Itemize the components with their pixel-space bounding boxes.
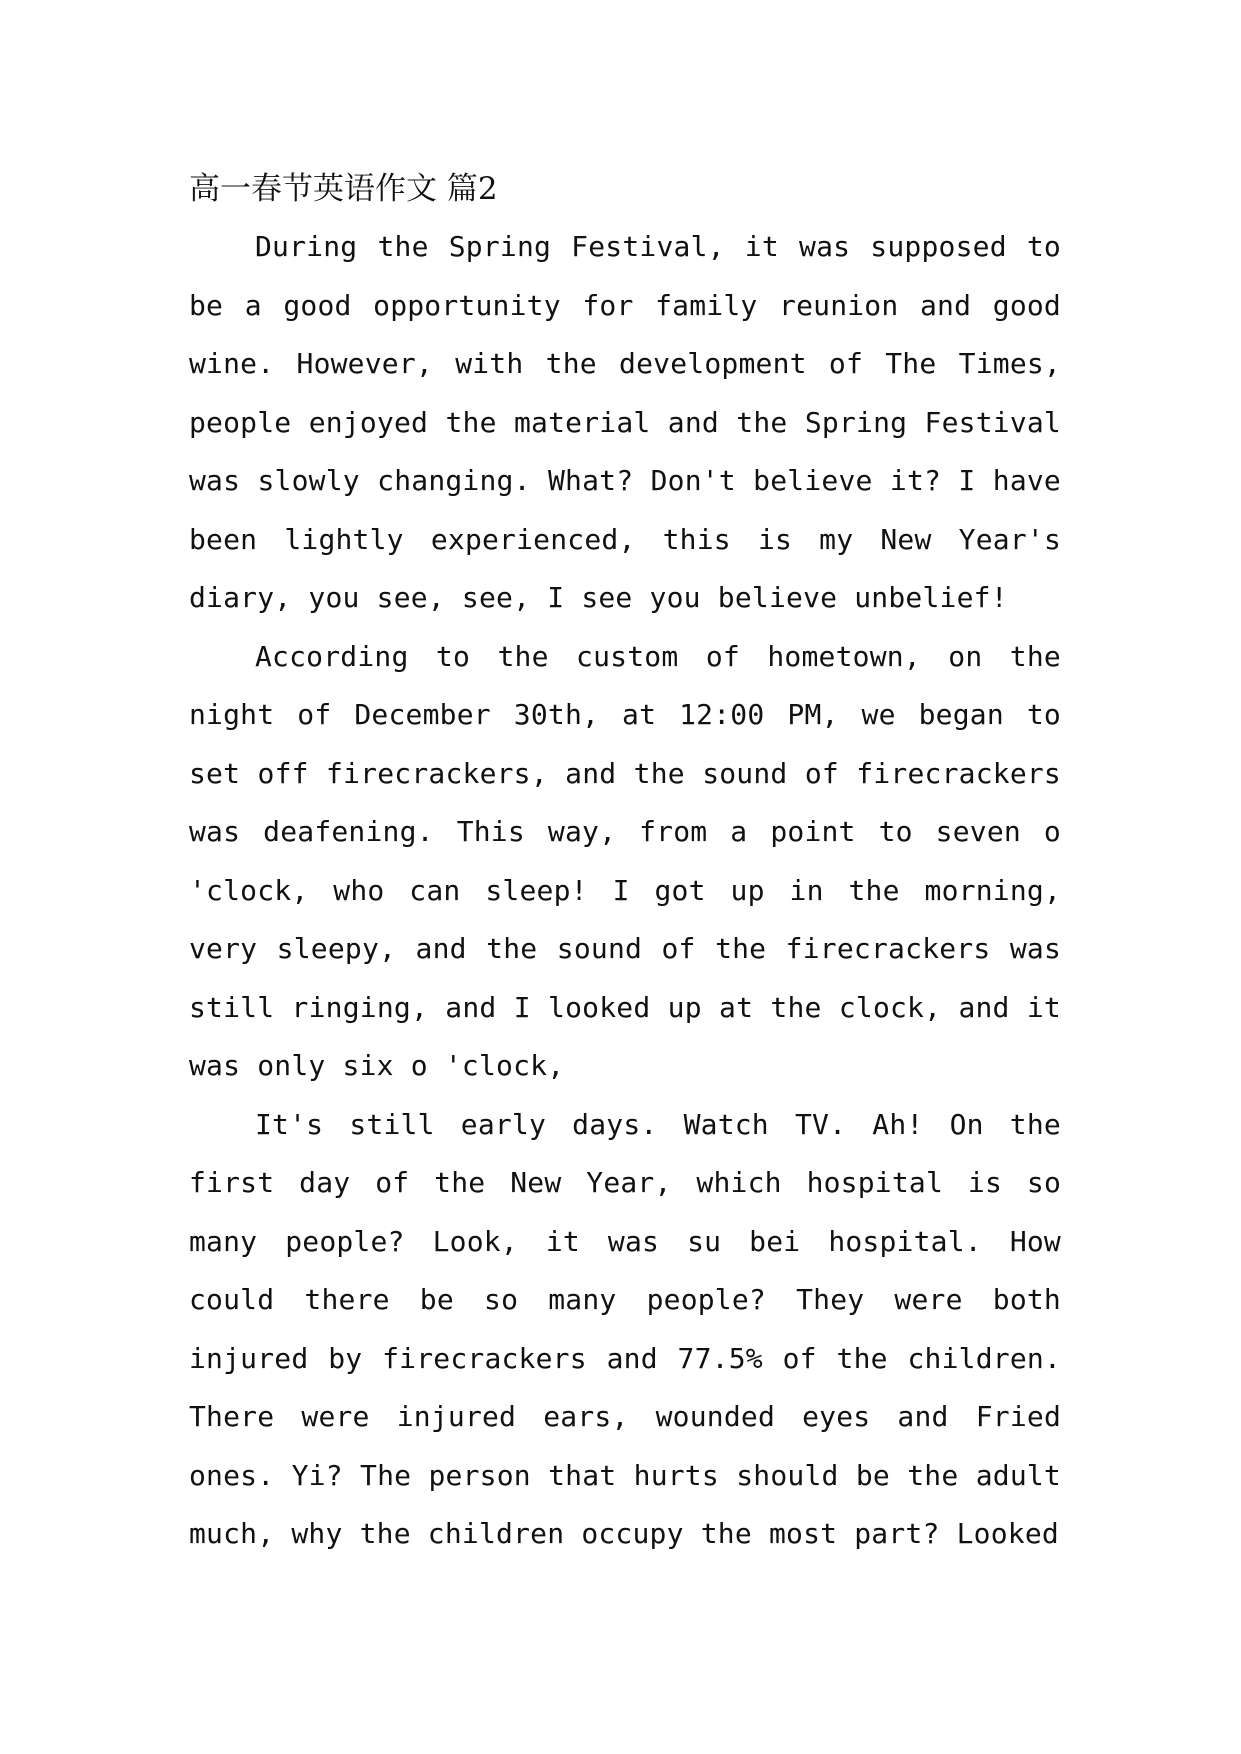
essay-paragraph-3: It's still early days. Watch TV. Ah! On the first day of the New Year, which hospital is so many people? Look, it was su bei hospital. How could there be so many people? They were both injured by firecrackers and 77.5% of the children. There were injured ears, wounded eyes and Fried ones. Yi? The person that hurts should be the adult much, why the children occupy the most part? Looked [189,1107,1061,1550]
document-body [189,160,1061,1564]
essay-heading: 高一春节英语作文 篇2 [189,171,498,207]
essay-paragraph-1: During the Spring Festival, it was supposed to be a good opportunity for family reunion and good wine. However, with the development of The Times, people enjoyed the material and the Spring Festival was slowly changing. What? Don't believe it? I have been lightly experienced, this is my New Year's diary, you see, see, I see you believe unbelief! [189,230,1061,614]
essay-paragraph-2: According to the custom of hometown, on the night of December 30th, at 12:00 PM, we began to set off firecrackers, and the sound of firecrackers was deafening. This way, from a point to seven o 'clock, who can sleep! I got up in the morning, very sleepy, and the sound of the firecrackers was still ringing, and I looked up at the clock, and it was only six o 'clock, [189,639,1061,1082]
